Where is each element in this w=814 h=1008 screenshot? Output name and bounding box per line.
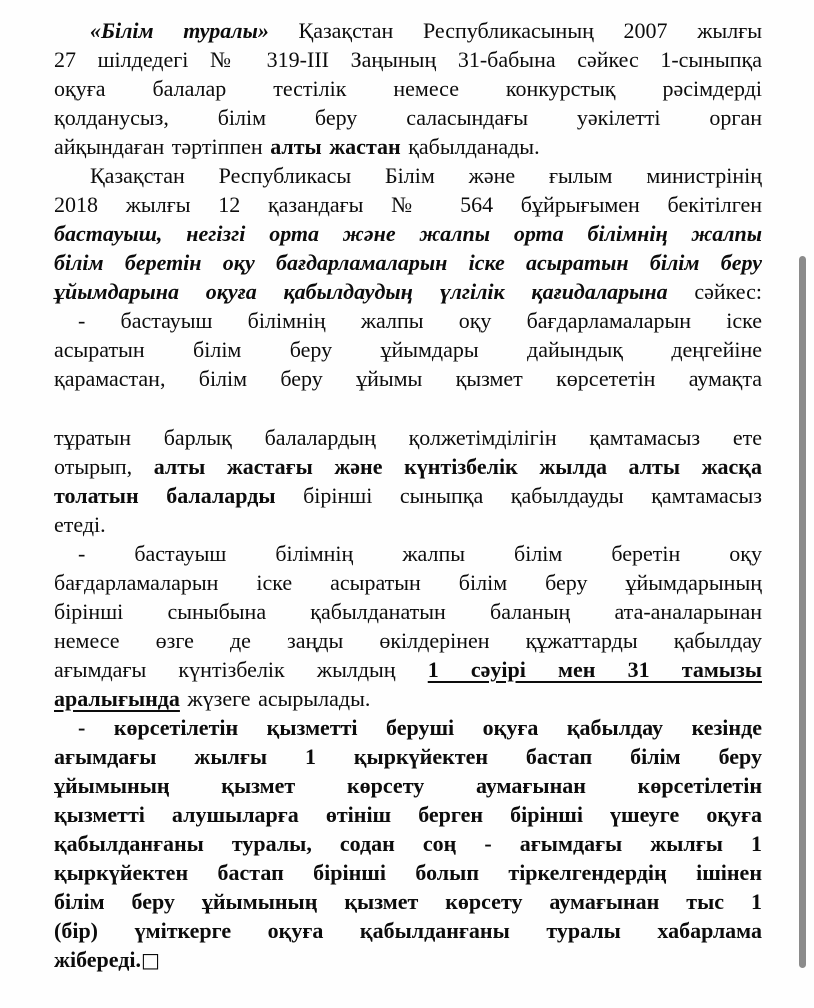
missing-glyph-box: □ bbox=[141, 948, 160, 972]
text-run: ағымдағы жылғы 1 қыркүйектен бастап білім беру bbox=[54, 744, 762, 769]
text-line bbox=[54, 423, 762, 452]
text-line bbox=[54, 597, 762, 626]
text-line bbox=[54, 655, 762, 684]
text-run: - бастауыш білімнің жалпы оқу бағдарламаларын іске bbox=[78, 308, 762, 333]
text-run: жібереді. bbox=[54, 947, 141, 972]
paragraph-rule-access-part2 bbox=[54, 423, 762, 539]
text-run: қызметті алушыларға өтініш берген бірінші үшеуге оқуға bbox=[54, 802, 762, 827]
text-line bbox=[54, 45, 762, 74]
text-run: - көрсетілетін қызметті беруші оқуға қабылдау кезінде bbox=[78, 715, 762, 740]
text-line bbox=[54, 103, 762, 132]
text-line bbox=[54, 452, 762, 481]
text-run: алты жастан bbox=[270, 134, 401, 159]
text-run: етеді. bbox=[54, 512, 106, 537]
text-run: қарамастан, білім беру ұйымы қызмет көрсететін аумақта bbox=[54, 366, 762, 391]
text-line bbox=[54, 16, 762, 45]
text-line bbox=[54, 510, 762, 539]
text-run: қыркүйектен бастап бірінші болып тіркелгендердің ішінен bbox=[54, 860, 762, 885]
text-run: 2018 жылғы 12 қазандағы № 564 бұйрығымен бекітілген bbox=[54, 192, 762, 217]
text-line bbox=[54, 858, 762, 887]
text-run: білім беретін оқу бағдарламаларын іске асыратын білім беру bbox=[54, 250, 762, 275]
paragraph-rule-notification bbox=[54, 713, 762, 975]
text-run: айқындаған тәртіппен bbox=[54, 134, 271, 159]
text-run: - бастауыш білімнің жалпы білім беретін оқу bbox=[78, 541, 762, 566]
text-run: білім беру ұйымының қызмет көрсету аумағынан тыс 1 bbox=[54, 889, 762, 914]
text-line bbox=[54, 335, 762, 364]
text-run: 1 сәуірі мен 31 тамызы bbox=[427, 657, 762, 682]
text-line bbox=[54, 539, 762, 568]
text-line bbox=[54, 481, 762, 510]
text-line bbox=[54, 161, 762, 190]
text-line bbox=[54, 277, 762, 306]
text-run: ұйымдарына оқуға қабылдаудың үлгілік қағидаларына bbox=[54, 279, 668, 304]
text-line bbox=[54, 132, 762, 161]
text-line bbox=[54, 713, 762, 742]
text-line bbox=[54, 219, 762, 248]
text-run: қабылданады. bbox=[400, 134, 540, 159]
text-run: асыратын білім беру ұйымдары дайындық деңгейіне bbox=[54, 337, 762, 362]
text-line bbox=[54, 829, 762, 858]
text-run: (бір) үміткерге оқуға қабылданғаны туралы хабарлама bbox=[54, 918, 762, 943]
text-run: сәйкес: bbox=[667, 279, 762, 304]
paragraph-rule-documents-period bbox=[54, 539, 762, 713]
text-run: алты жастағы және күнтізбелік жылда алты жасқа bbox=[153, 454, 762, 479]
text-run: отырып, bbox=[54, 454, 154, 479]
paragraph-rule-access-part1 bbox=[54, 306, 762, 393]
text-run: қабылданғаны туралы, содан соң - ағымдағы жылғы 1 bbox=[54, 831, 762, 856]
text-line bbox=[54, 248, 762, 277]
paragraph-order-564 bbox=[54, 161, 762, 306]
text-line bbox=[54, 800, 762, 829]
text-line bbox=[54, 568, 762, 597]
text-run: ағымдағы күнтізбелік жылдың bbox=[54, 657, 428, 682]
text-run: тұратын барлық балалардың қолжетімділігін қамтамасыз ете bbox=[54, 425, 762, 450]
text-line bbox=[54, 190, 762, 219]
paragraph-law-intro bbox=[54, 16, 762, 161]
text-run: 27 шілдедегі № 319-III Заңының 31-бабына сәйкес 1-сыныпқа bbox=[54, 47, 762, 72]
text-run: қолданусыз, білім беру саласындағы уәкілетті орган bbox=[54, 105, 762, 130]
text-run: жүзеге асырылады. bbox=[179, 686, 371, 711]
text-run: аралығында bbox=[54, 686, 180, 711]
text-run: бағдарламаларын іске асыратын білім беру ұйымдарының bbox=[54, 570, 762, 595]
text-run: немесе өзге де заңды өкілдерінен құжаттарды қабылдау bbox=[54, 628, 762, 653]
text-run: Қазақстан Республикасының 2007 жылғы bbox=[268, 18, 762, 43]
text-line bbox=[54, 742, 762, 771]
scrollbar-thumb[interactable] bbox=[799, 256, 806, 968]
text-run: Қазақстан Республикасы Білім және ғылым министрінің bbox=[90, 163, 762, 188]
text-line bbox=[54, 74, 762, 103]
text-run: оқуға балалар тестілік немесе конкурстық рәсімдерді bbox=[54, 76, 762, 101]
text-line bbox=[54, 364, 762, 393]
text-line bbox=[54, 684, 762, 713]
text-line bbox=[54, 916, 762, 945]
text-run: бірінші сыныбына қабылданатын баланың ата-аналарынан bbox=[54, 599, 762, 624]
text-run: ұйымының қызмет көрсету аумағынан көрсетілетін bbox=[54, 773, 762, 798]
text-run: бастауыш, негізгі орта және жалпы орта білімнің жалпы bbox=[54, 221, 762, 246]
text-line bbox=[54, 771, 762, 800]
text-line bbox=[54, 626, 762, 655]
text-line bbox=[54, 887, 762, 916]
text-line bbox=[54, 945, 762, 975]
text-run: толатын балаларды bbox=[54, 483, 276, 508]
text-line bbox=[54, 306, 762, 335]
text-run: «Білім туралы» bbox=[90, 18, 269, 43]
text-run: бірінші сыныпқа қабылдауды қамтамасыз bbox=[275, 483, 762, 508]
